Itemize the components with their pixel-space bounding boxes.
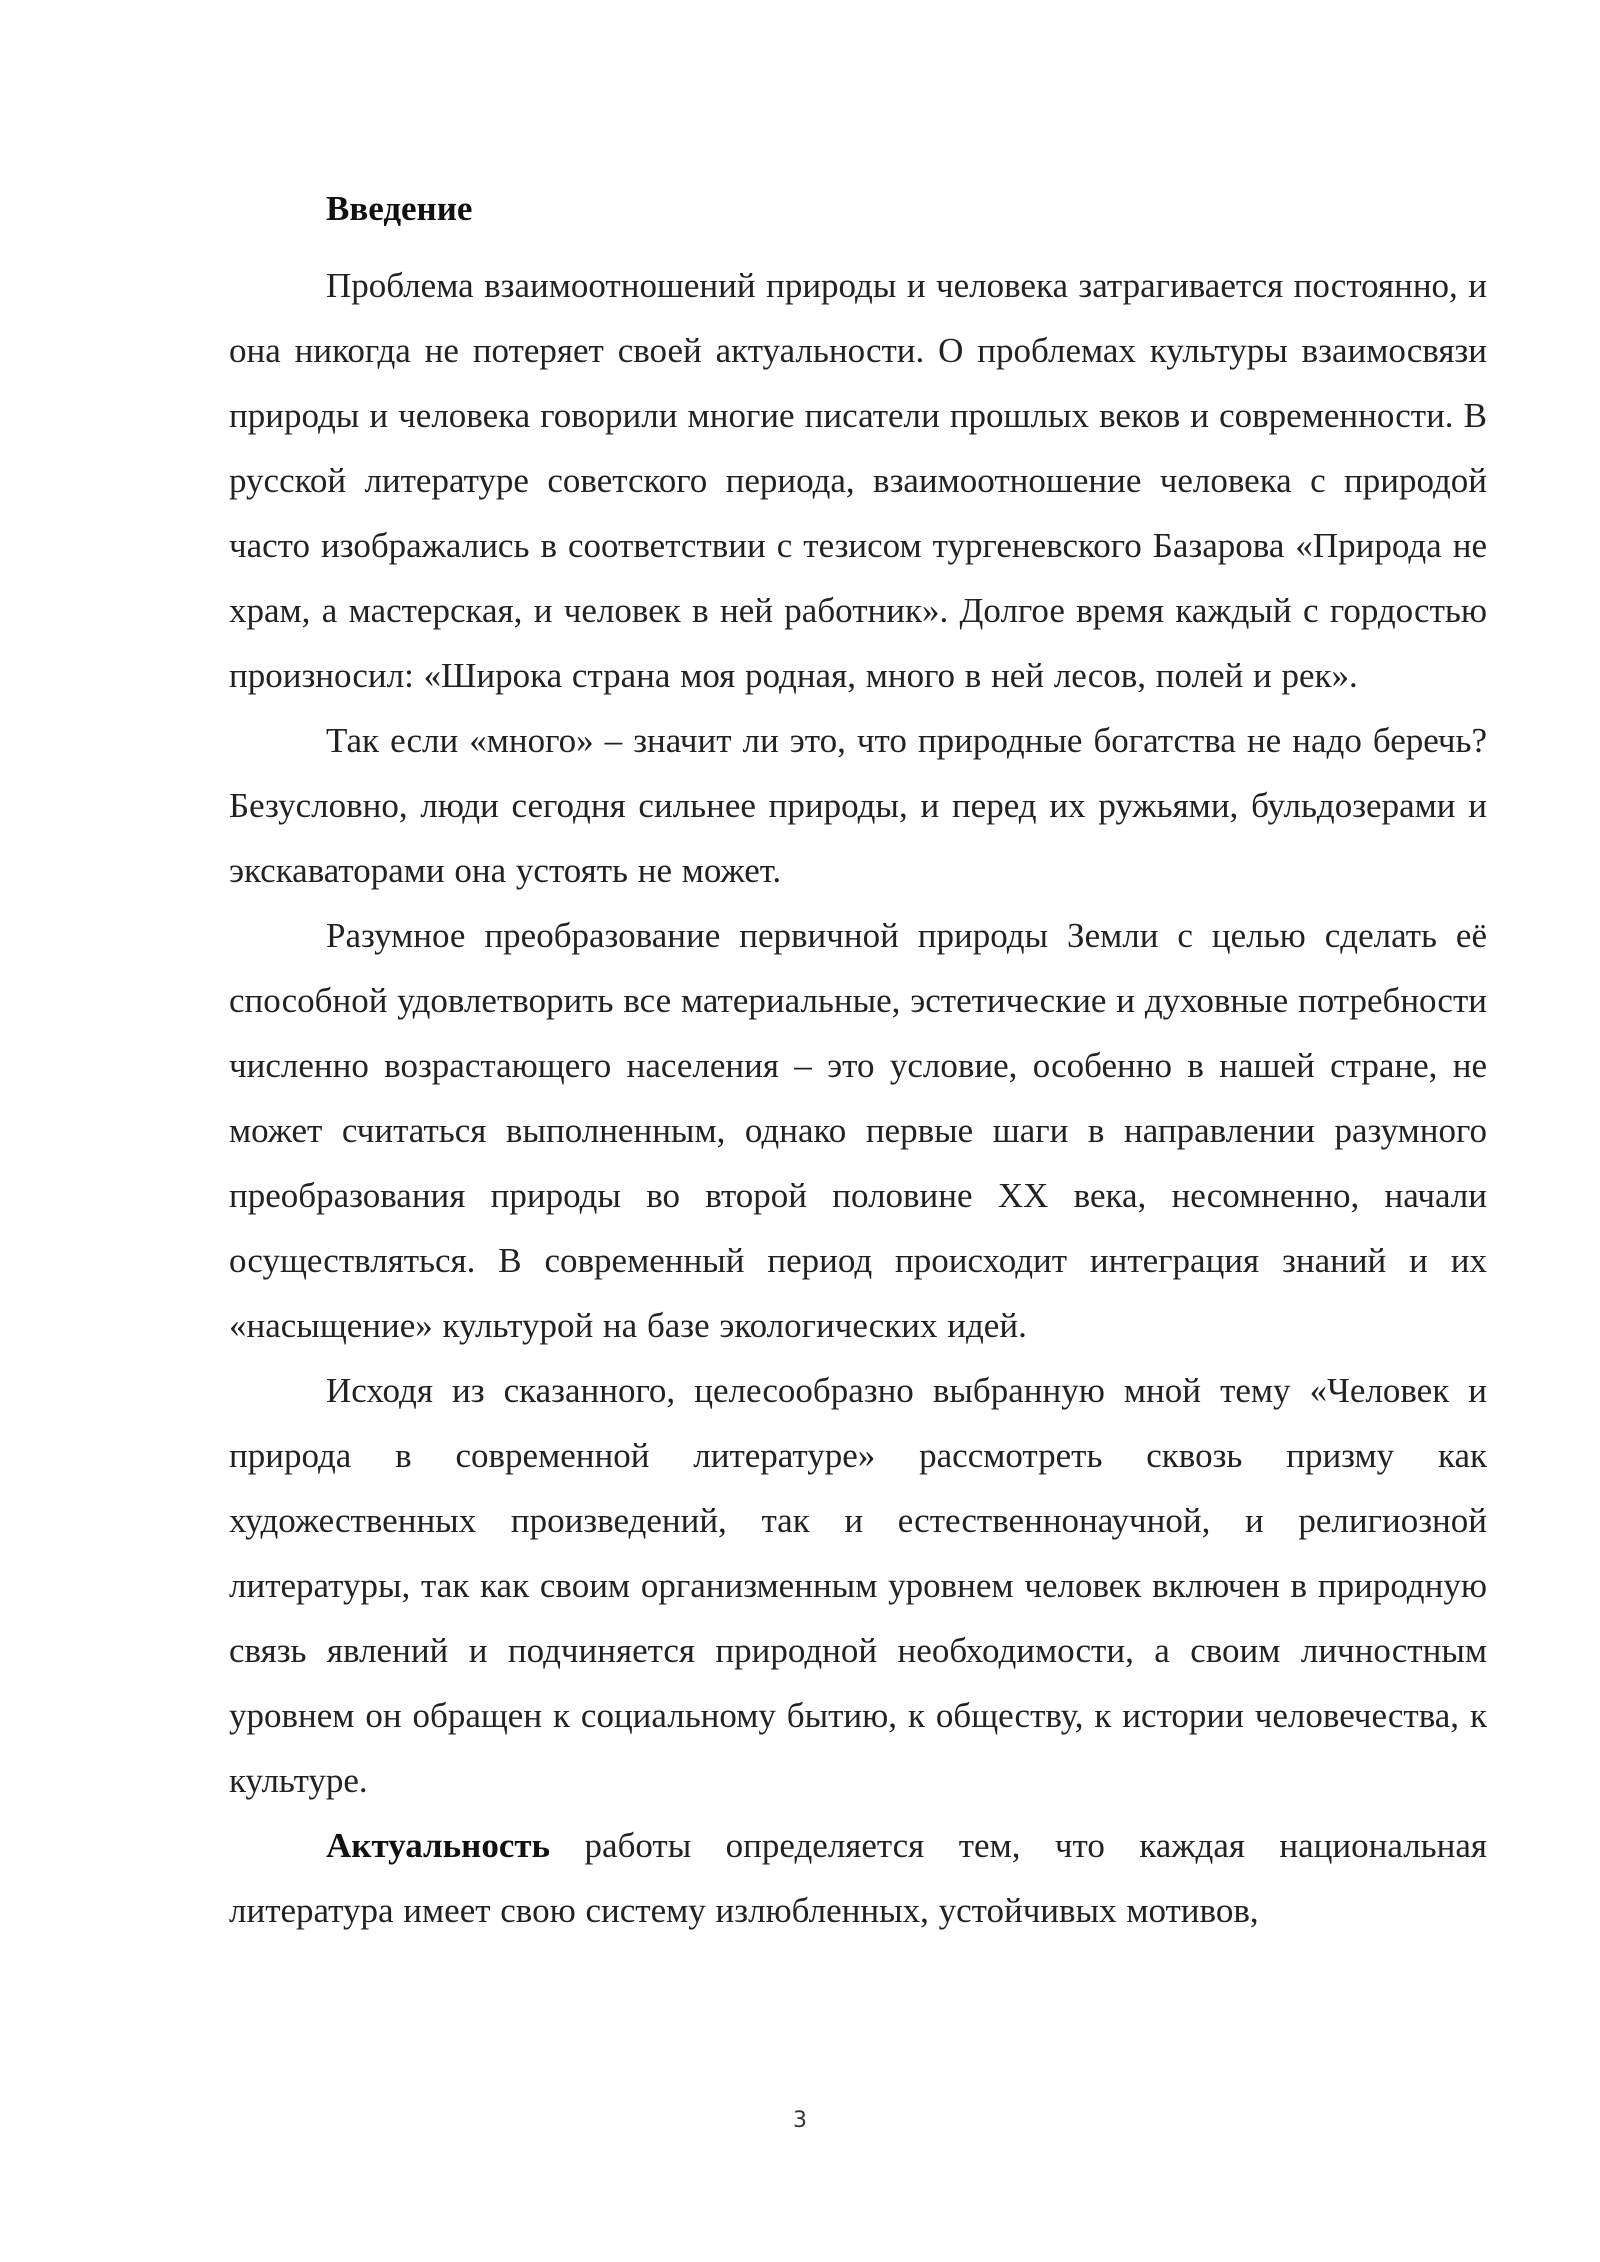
paragraph-3: Разумное преобразование первичной природы Земли с целью сделать её способной удовлетворить все материальные, эстетические и духовные потребности численно возрастающего населения – это условие, особенно в нашей стране, не может считаться выполненным, однако первые шаги в направлении разумного преобразования природы во второй половине XX века, несомненно, начали осуществляться. В современный период происходит интеграция знаний и их «насыщение» культурой на базе экологических идей. bbox=[229, 916, 1487, 1345]
paragraph-5 bbox=[229, 1813, 1487, 1943]
page-number: 3 bbox=[793, 2108, 807, 2133]
paragraph-2: Так если «много» – значит ли это, что природные богатства не надо беречь? Безусловно, люди сегодня сильнее природы, и перед их ружьями, бульдозерами и экскаваторами она устоять не может. bbox=[229, 721, 1487, 890]
section-heading: Введение bbox=[326, 189, 473, 228]
paragraph-5-text: работы определяется тем, что каждая национальная литература имеет свою систему излюбленных, устойчивых мотивов, bbox=[229, 1826, 1487, 1930]
paragraph-1: Проблема взаимоотношений природы и человека затрагивается постоянно, и она никогда не потеряет своей актуальности. О проблемах культуры взаимосвязи природы и человека говорили многие писатели прошлых веков и современности. В русской литературе советского периода, взаимоотношение человека с природой часто изображались в соответствии с тезисом тургеневского Базарова «Природа не храм, а мастерская, и человек в ней работник». Долгое время каждый с гордостью произносил: «Широка страна моя родная, много в ней лесов, полей и рек». bbox=[229, 266, 1487, 695]
relevance-bold-term: Актуальность bbox=[326, 1826, 551, 1865]
paragraph-4: Исходя из сказанного, целесообразно выбранную мной тему «Человек и природа в современной литературе» рассмотреть сквозь призму как художественных произведений, так и естественнонаучной, и религиозной литературы, так как своим организменным уровнем человек включен в природную связь явлений и подчиняется природной необходимости, а своим личностным уровнем он обращен к социальному бытию, к обществу, к истории человечества, к культуре. bbox=[229, 1371, 1487, 1800]
document-body bbox=[229, 176, 1487, 1943]
